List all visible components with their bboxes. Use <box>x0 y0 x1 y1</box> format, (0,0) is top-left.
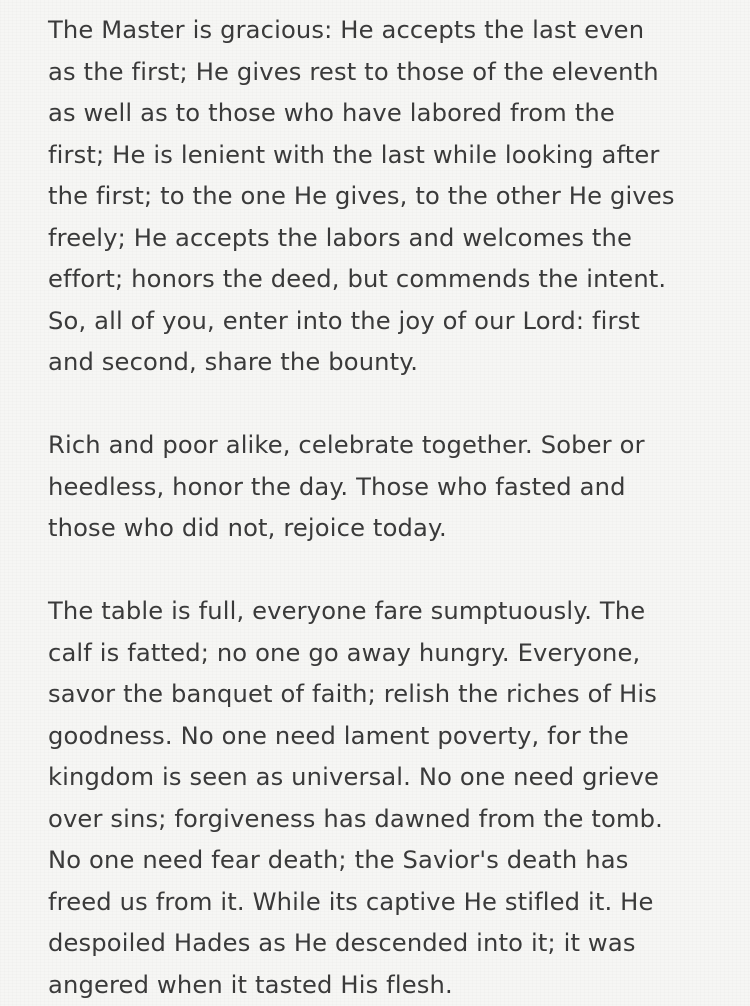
paragraph-gap <box>48 384 750 426</box>
text-line: and second, share the bounty. <box>48 342 750 384</box>
text-line: calf is fatted; no one go away hungry. Everyone, <box>48 633 750 675</box>
note-body[interactable] <box>48 10 750 1006</box>
text-line: first; He is lenient with the last while looking after <box>48 135 750 177</box>
paragraph-gap <box>48 550 750 592</box>
text-line: The Master is gracious: He accepts the last even <box>48 10 750 52</box>
text-line: those who did not, rejoice today. <box>48 508 750 550</box>
text-line: heedless, honor the day. Those who fasted and <box>48 467 750 509</box>
text-line: goodness. No one need lament poverty, for the <box>48 716 750 758</box>
text-line: over sins; forgiveness has dawned from the tomb. <box>48 799 750 841</box>
text-line: effort; honors the deed, but commends the intent. <box>48 259 750 301</box>
text-line: freed us from it. While its captive He stifled it. He <box>48 882 750 924</box>
text-line: savor the banquet of faith; relish the riches of His <box>48 674 750 716</box>
text-line: Rich and poor alike, celebrate together. Sober or <box>48 425 750 467</box>
text-line: angered when it tasted His flesh. <box>48 965 750 1006</box>
text-line: So, all of you, enter into the joy of our Lord: first <box>48 301 750 343</box>
text-line: freely; He accepts the labors and welcomes the <box>48 218 750 260</box>
text-line: The table is full, everyone fare sumptuously. The <box>48 591 750 633</box>
text-line: kingdom is seen as universal. No one need grieve <box>48 757 750 799</box>
text-line: No one need fear death; the Savior's death has <box>48 840 750 882</box>
text-line: as the first; He gives rest to those of the eleventh <box>48 52 750 94</box>
text-line: as well as to those who have labored from the <box>48 93 750 135</box>
text-line: the first; to the one He gives, to the other He gives <box>48 176 750 218</box>
text-line: despoiled Hades as He descended into it; it was <box>48 923 750 965</box>
